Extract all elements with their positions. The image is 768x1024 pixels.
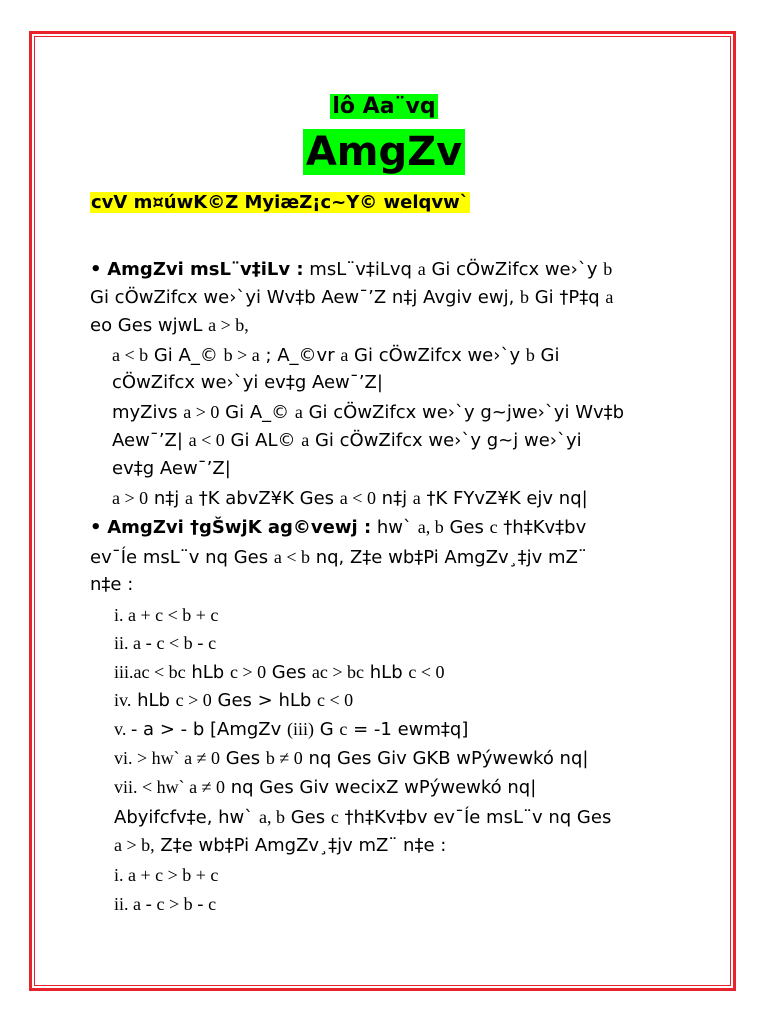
text-run: nq Ges Giv wecixZ wPýwewkó nq| — [225, 777, 537, 798]
math-run: c > b — [152, 894, 198, 914]
text-run: - — [145, 633, 152, 654]
math-run: v. — [114, 719, 131, 739]
page-title — [0, 128, 768, 176]
math-run: c — [330, 807, 339, 827]
math-run: a > 0 — [183, 402, 220, 422]
math-run: a < 0 — [339, 488, 376, 508]
math-run: b ≠ 0 — [265, 748, 303, 768]
text-line — [90, 311, 249, 340]
text-line — [90, 513, 586, 542]
math-run: ii. a — [114, 633, 146, 653]
text-run: †K abvZ¥K Ges — [193, 488, 340, 509]
chapter-text: lô Aa¨vq — [332, 94, 436, 119]
text-run: hw` — [371, 517, 418, 538]
text-line — [90, 571, 133, 599]
text-run: hLb — [364, 662, 409, 683]
math-run: a — [412, 488, 421, 508]
math-run: a, b — [258, 807, 285, 827]
text-run: - — [197, 894, 204, 915]
text-line — [112, 426, 582, 455]
math-run: iv. — [114, 690, 132, 710]
text-line — [114, 803, 611, 832]
math-run: a — [417, 259, 426, 279]
subheading-text: cvV m¤úwK©Z MyiæZ¡c~Y© welqvw` — [91, 192, 469, 213]
math-run: c — [203, 633, 217, 653]
list-item — [114, 629, 216, 658]
math-run: i. a + c < b + c — [114, 605, 219, 625]
math-run: a, b — [417, 517, 444, 537]
text-line — [90, 255, 612, 284]
text-line — [112, 484, 588, 513]
math-run: ii. a — [114, 894, 146, 914]
text-run: Ges — [266, 662, 312, 683]
text-line — [112, 341, 560, 370]
text-line — [112, 369, 383, 397]
math-run: a < b — [112, 345, 149, 365]
text-run: n‡e : — [90, 574, 134, 595]
text-line — [90, 283, 613, 312]
text-run: †K FYvZ¥K ejv nq| — [420, 488, 588, 509]
math-run: a — [185, 488, 193, 508]
text-run: - — [145, 894, 152, 915]
text-run: Gi — [534, 345, 560, 366]
list-item — [114, 890, 216, 919]
bullet-icon: • — [90, 517, 102, 538]
text-run: †h‡Kv‡bv — [497, 517, 587, 538]
text-run: Gi cÖwZifcx we›`yi Wv‡b Aew¯’Z n‡j Avgiv ewj, — [90, 287, 521, 308]
math-run: c — [489, 517, 498, 537]
text-run: myZivs — [112, 402, 184, 423]
section-subheading — [90, 190, 470, 216]
text-run: n‡j — [148, 488, 185, 509]
math-run: c — [203, 894, 217, 914]
math-run: b — [525, 345, 535, 365]
text-run: Gi cÖwZifcx we›`y — [425, 259, 604, 280]
math-run: a < 0 — [188, 430, 225, 450]
text-run: ; A_©vr — [259, 345, 341, 366]
text-run: - — [197, 633, 204, 654]
list-item — [114, 686, 353, 715]
list-item — [114, 861, 218, 889]
text-run: Ges > hLb — [211, 690, 318, 711]
math-run: i. a + c > b + c — [114, 865, 219, 885]
text-run: ev‡g Aew¯’Z| — [112, 458, 231, 479]
math-run: a > 0 — [112, 488, 149, 508]
math-run: c < 0 — [408, 662, 445, 682]
math-run: c < b — [152, 633, 198, 653]
text-run: Gi †P‡q — [529, 287, 606, 308]
text-run: Gi A_© — [148, 345, 224, 366]
math-run: c > 0 — [175, 690, 212, 710]
math-run: ac > bc — [311, 662, 365, 682]
math-run: a > b, — [208, 315, 249, 335]
text-run: Z‡e wb‡Pi AmgZv¸‡jv mZ¨ n‡e : — [154, 835, 447, 856]
text-line — [90, 543, 587, 572]
text-line — [114, 831, 446, 860]
text-run: nq, Z‡e wb‡Pi AmgZv¸‡jv mZ¨ — [309, 547, 587, 568]
text-run: Ges — [220, 748, 266, 769]
math-run: vii. < hw` a ≠ 0 — [114, 777, 226, 797]
title-text: AmgZv — [303, 129, 465, 175]
list-item — [114, 744, 588, 773]
text-run: Gi A_© — [219, 402, 295, 423]
text-run: cÖwZifcx we›`yi ev‡g Aew¯’Z| — [112, 372, 383, 393]
math-run: a > b, — [114, 835, 155, 855]
text-run: G — [314, 719, 340, 740]
text-run: Gi cÖwZifcx we›`y g~j we›`yi — [309, 430, 582, 451]
chapter-label — [0, 93, 768, 121]
math-run: a — [294, 402, 303, 422]
text-run: Gi AL© — [224, 430, 302, 451]
math-run: b > a — [223, 345, 260, 365]
math-run: a < b — [273, 547, 310, 567]
math-run: c > 0 — [229, 662, 267, 682]
text-line — [112, 398, 624, 427]
text-run: hLb — [185, 662, 230, 683]
bullet-icon: • — [90, 259, 102, 280]
text-run: ev¯Íe msL¨v nq Ges — [90, 547, 274, 568]
text-run: - b [AmgZv — [174, 719, 287, 740]
text-run: = -1 ewm‡q] — [347, 719, 469, 740]
text-run: hLb — [131, 690, 176, 711]
math-run: iii.ac < bc — [114, 662, 186, 682]
text-run: nq Ges Giv GKB wPýwewkó nq| — [302, 748, 589, 769]
list-item — [114, 773, 536, 802]
text-line — [112, 455, 231, 483]
text-run: Ges — [443, 517, 490, 538]
text-run: Gi cÖwZifcx we›`y g~jwe›`yi Wv‡b — [302, 402, 625, 423]
list-item — [114, 601, 218, 629]
text-run: msL¨v‡iLvq — [303, 259, 418, 280]
term-heading: AmgZvi msL¨v‡iLv : — [107, 259, 304, 280]
term-heading: AmgZvi †gŠwjK ag©vewj : — [107, 517, 372, 538]
math-run: a — [340, 345, 349, 365]
text-run: †h‡Kv‡bv ev¯Íe msL¨v nq Ges — [338, 807, 612, 828]
list-item — [114, 715, 468, 744]
text-run: Ges — [284, 807, 331, 828]
math-run: c < 0 — [317, 690, 354, 710]
text-run: n‡j — [375, 488, 413, 509]
math-run: vi. > hw` a ≠ 0 — [114, 748, 221, 768]
text-run: eo Ges wjwL — [90, 315, 209, 336]
list-item — [114, 658, 445, 687]
text-run: Abyifcfv‡e, hw` — [114, 807, 259, 828]
text-run: Aew¯’Z| — [112, 430, 189, 451]
math-run: (iii) — [287, 719, 314, 739]
math-run: b — [520, 287, 530, 307]
text-run: Gi cÖwZifcx we›`y — [348, 345, 526, 366]
math-run: a — [301, 430, 310, 450]
math-run: c — [339, 719, 348, 739]
math-run: b — [603, 259, 613, 279]
text-run: - a > — [130, 719, 175, 740]
math-run: a — [605, 287, 614, 307]
